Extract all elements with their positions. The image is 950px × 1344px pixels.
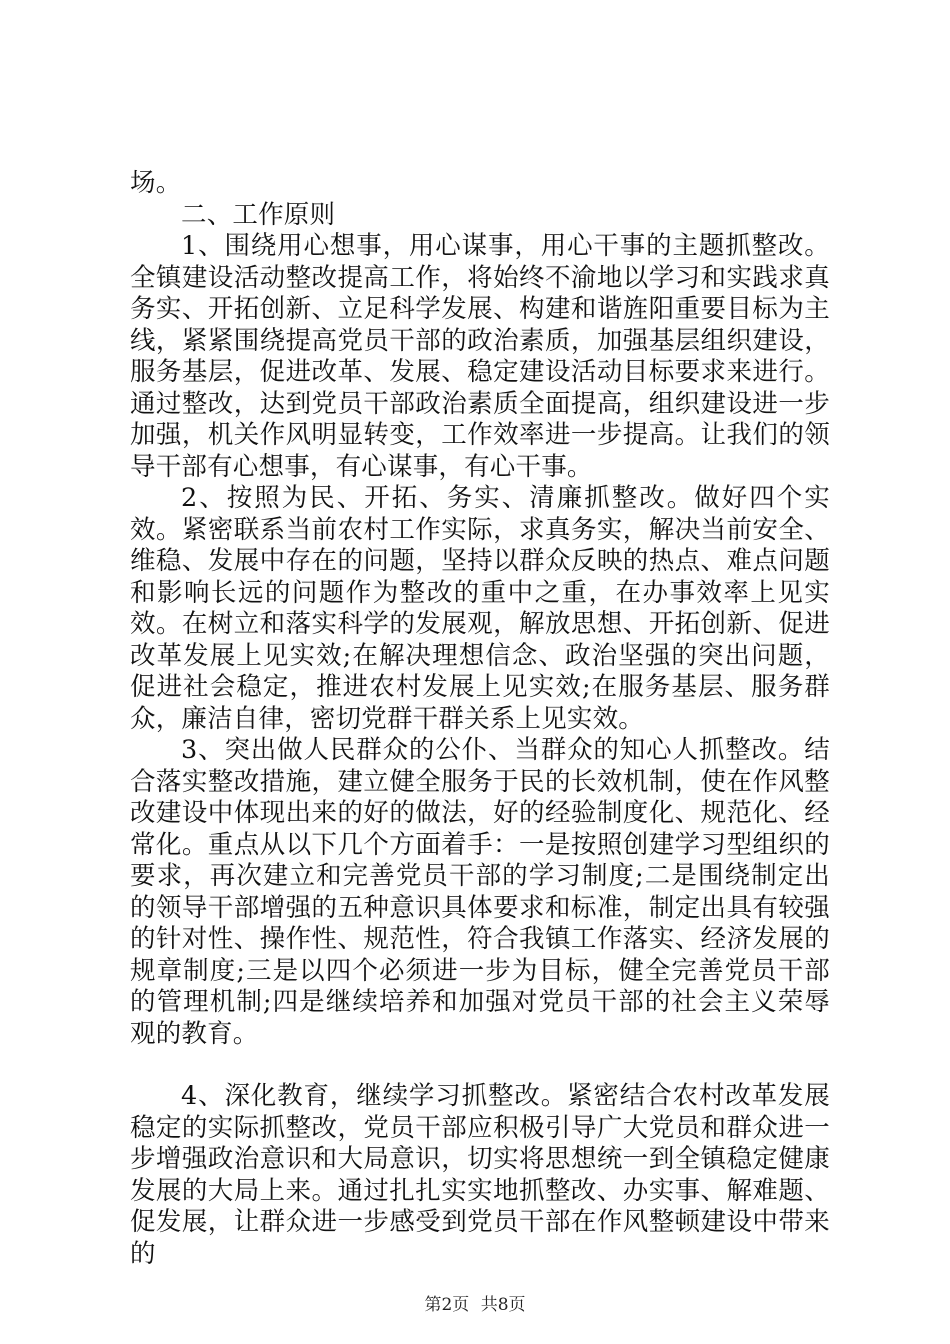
paragraph-gap — [130, 1050, 830, 1081]
section-heading: 二、工作原则 — [181, 199, 336, 230]
paragraph-principle-3: 3、突出做人民群众的公仆、当群众的知心人抓整改。结合落实整改措施，建立健全服务于民的长效机制，使在作风整改建设中体现出来的好的做法，好的经验制度化、规范化、经常化。重点从以下几个方面着手：一是按照创建学习型组织的要求，再次建立和完善党员干部的学习制度;二是围绕制定出的领导干部增强的五种意识具体要求和标准，制定出具有较强的针对性、操作性、规范性，符合我镇工作落实、经济发展的规章制度;三是以四个必须进一步为目标，健全完善党员干部的管理机制;四是继续培养和加强对党员干部的社会主义荣辱观的教育。 — [130, 735, 830, 1049]
paragraph-principle-1: 1、围绕用心想事，用心谋事，用心干事的主题抓整改。全镇建设活动整改提高工作，将始终不渝地以学习和实践求真务实、开拓创新、立足科学发展、构建和谐旌阳重要目标为主线，紧紧围绕提高党员干部的政治素质，加强基层组织建设，服务基层，促进改革、发展、稳定建设活动目标要求来进行。通过整改，达到党员干部政治素质全面提高，组织建设进一步加强，机关作风明显转变，工作效率进一步提高。让我们的领导干部有心想事，有心谋事，有心干事。 — [130, 231, 830, 482]
page-total: 共8页 — [480, 1295, 526, 1315]
page-number: 第2页 — [424, 1295, 470, 1315]
page-footer — [0, 1290, 950, 1315]
document-body — [130, 168, 830, 1270]
paragraph-principle-4: 4、深化教育，继续学习抓整改。紧密结合农村改革发展稳定的实际抓整改，党员干部应积极引导广大党员和群众进一步增强政治意识和大局意识，切实将思想统一到全镇稳定健康发展的大局上来。通过扎扎实实地抓整改、办实事、解难题、促发展，让群众进一步感受到党员干部在作风整顿建设中带来的 — [130, 1081, 830, 1269]
paragraph-continuation: 场。 — [130, 168, 182, 198]
paragraph-principle-2: 2、按照为民、开拓、务实、清廉抓整改。做好四个实效。紧密联系当前农村工作实际，求真务实，解决当前安全、维稳、发展中存在的问题，坚持以群众反映的热点、难点问题和影响长远的问题作为整改的重中之重，在办事效率上见实效。在树立和落实科学的发展观，解放思想、开拓创新、促进改革发展上见实效;在解决理想信念、政治坚强的突出问题，促进社会稳定，推进农村发展上见实效;在服务基层、服务群众，廉洁自律，密切党群干群关系上见实效。 — [130, 483, 830, 734]
